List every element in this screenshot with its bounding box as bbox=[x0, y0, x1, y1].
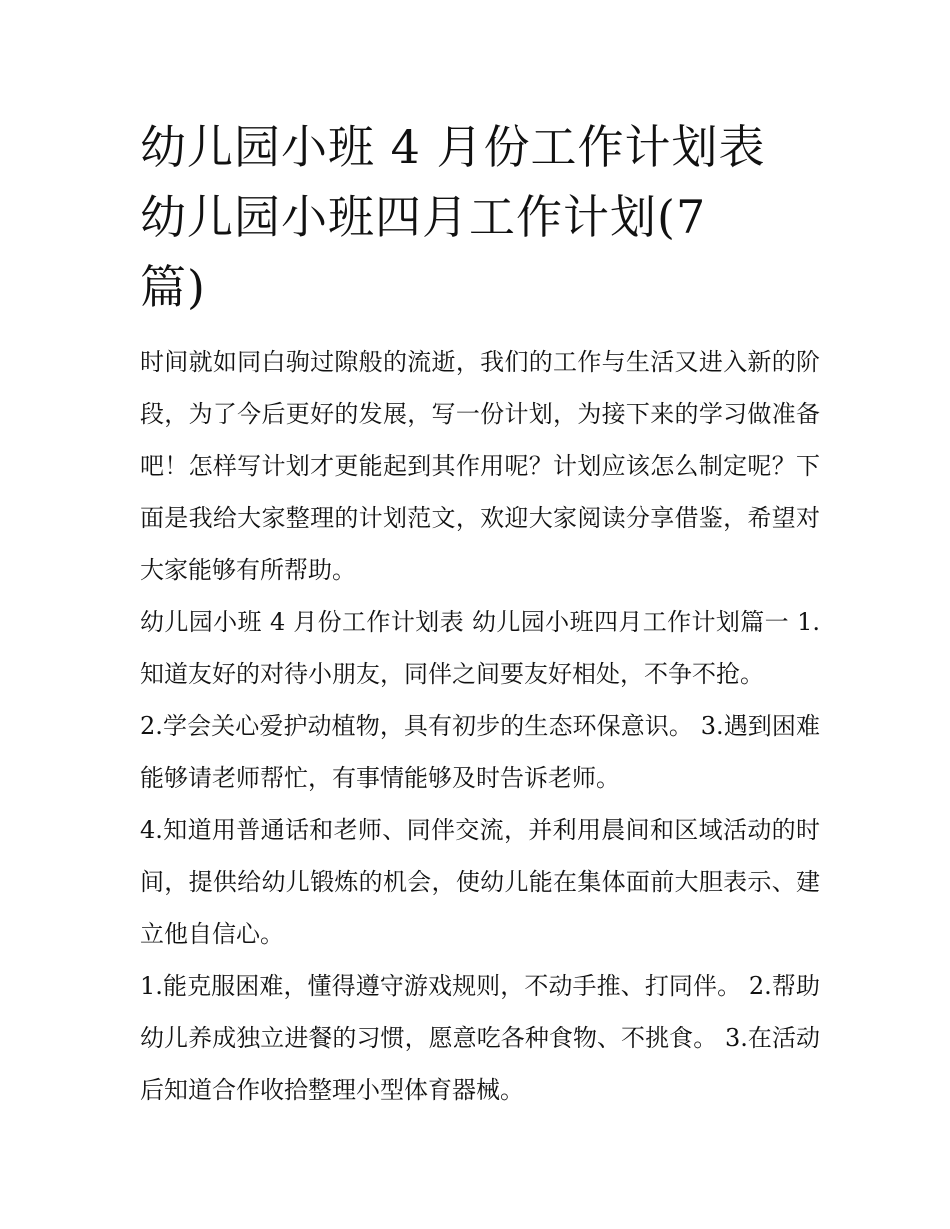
intro-paragraph: 时间就如同白驹过隙般的流逝，我们的工作与生活又进入新的阶段，为了今后更好的发展，写一份计划，为接下来的学习做准备吧！怎样写计划才更能起到其作用呢？计划应该怎么制定呢？下面是我给大家整理的计划范文，欢迎大家阅读分享借鉴，希望对大家能够有所帮助。 bbox=[140, 348, 820, 584]
title-line-3: 篇) bbox=[140, 260, 206, 314]
title-line-1: 幼儿园小班 4 月份工作计划表 bbox=[140, 120, 766, 174]
body-paragraph-1: 幼儿园小班 4 月份工作计划表 幼儿园小班四月工作计划篇一 1.知道友好的对待小朋友，同伴之间要友好相处，不争不抢。 bbox=[140, 608, 820, 688]
title-line-2: 幼儿园小班四月工作计划(7 bbox=[140, 190, 707, 244]
document-title bbox=[140, 112, 820, 322]
body-paragraph-3: 4.知道用普通话和老师、同伴交流，并利用晨间和区域活动的时间，提供给幼儿锻炼的机会，使幼儿能在集体面前大胆表示、建立他自信心。 bbox=[140, 816, 820, 948]
body-paragraph-4: 1.能克服困难，懂得遵守游戏规则，不动手推、打同伴。 2.帮助幼儿养成独立进餐的习惯，愿意吃各种食物、不挑食。 3.在活动后知道合作收拾整理小型体育器械。 bbox=[140, 972, 820, 1104]
body-paragraph-2: 2.学会关心爱护动植物，具有初步的生态环保意识。 3.遇到困难能够请老师帮忙，有事情能够及时告诉老师。 bbox=[140, 712, 820, 792]
document-page bbox=[140, 112, 820, 1116]
